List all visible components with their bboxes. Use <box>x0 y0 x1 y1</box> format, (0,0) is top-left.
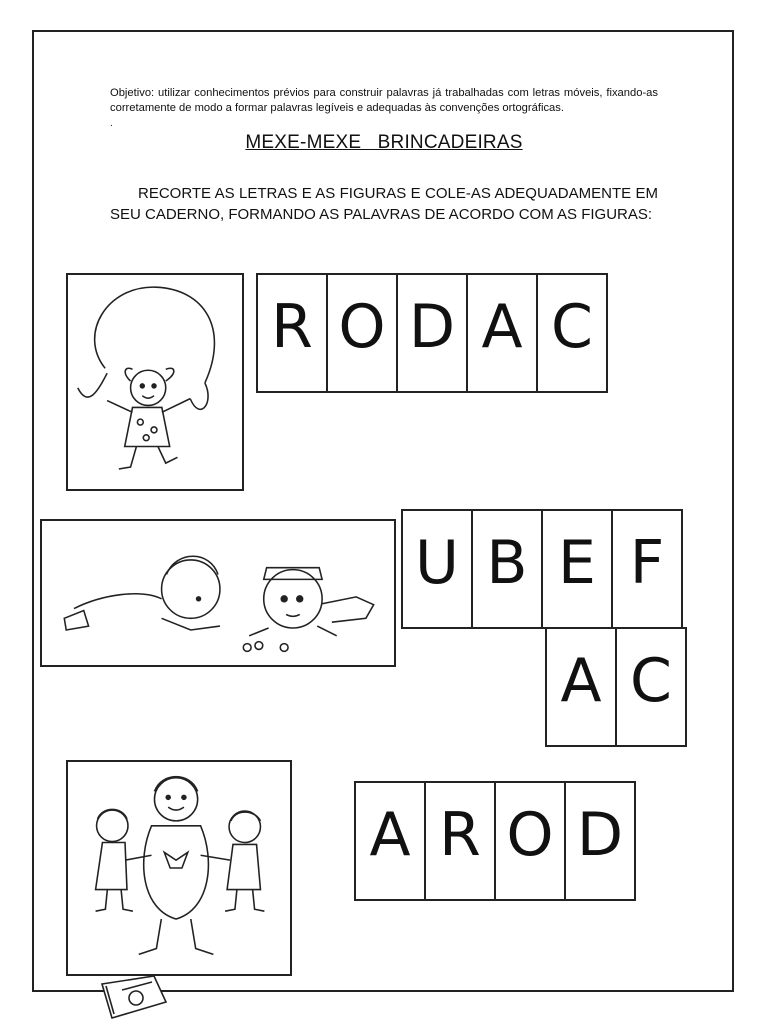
letter-tile[interactable]: A <box>354 781 426 901</box>
letter-tile[interactable]: D <box>396 273 468 393</box>
letter-tile[interactable]: O <box>494 781 566 901</box>
children-playing-marbles-image <box>40 519 396 667</box>
letter-tile[interactable]: D <box>564 781 636 901</box>
letter-tile[interactable]: O <box>326 273 398 393</box>
girl-jumping-rope-image <box>66 273 244 491</box>
bullet-dot: . <box>110 118 113 129</box>
letter-tile[interactable]: A <box>466 273 538 393</box>
instructions-text: RECORTE AS LETRAS E AS FIGURAS E COLE-AS ADEQUADAMENTE EM SEU CADERNO, FORMANDO AS PALAVRAS DE ACORDO COM AS FIGURAS: <box>110 185 658 223</box>
objective-text: Objetivo: utilizar conhecimentos prévios para construir palavras já trabalhadas com letras móveis, fixando-as corretamente de modo a formar palavras legíveis e adequadas às convenções ortográficas. <box>110 87 658 114</box>
letter-tile[interactable]: U <box>401 509 473 629</box>
letter-tile[interactable]: R <box>256 273 328 393</box>
letter-row-2b <box>545 627 687 747</box>
letter-row-1 <box>256 273 608 393</box>
letter-row-2a <box>401 509 683 629</box>
sharpener-icon <box>96 972 172 1027</box>
letter-tile[interactable]: R <box>424 781 496 901</box>
children-in-circle-image <box>66 760 292 976</box>
letter-tile[interactable]: B <box>471 509 543 629</box>
letter-tile[interactable]: C <box>615 627 687 747</box>
letter-tile[interactable]: A <box>545 627 617 747</box>
letter-tile[interactable]: E <box>541 509 613 629</box>
letter-tile[interactable]: C <box>536 273 608 393</box>
page-title: MEXE-MEXE BRINCADEIRAS <box>245 132 523 153</box>
letter-tile[interactable]: F <box>611 509 683 629</box>
letter-row-3 <box>354 781 636 901</box>
